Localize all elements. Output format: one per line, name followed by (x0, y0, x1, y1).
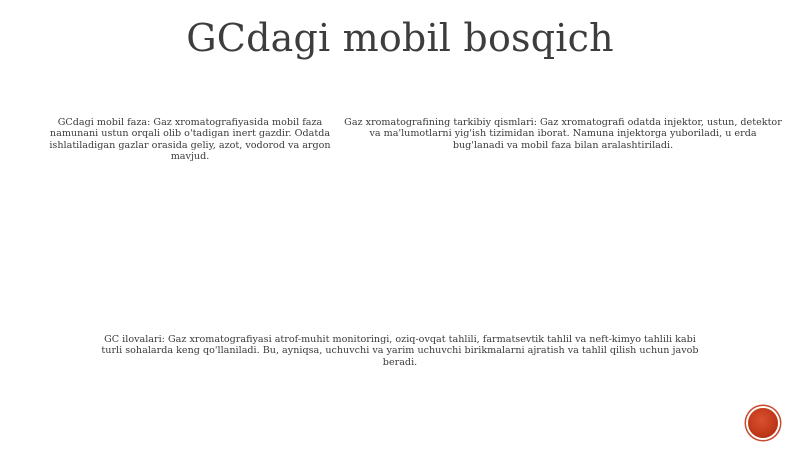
slide-title: GCdagi mobil bosqich (186, 16, 614, 60)
paragraph-gc-applications: GC ilovalari: Gaz xromatografiyasi atrof-muhit monitoringi, oziq-ovqat tahlili, farmatsevtik tahlil va neft-kimyo tahlili kabi turli sohalarda keng qo'llaniladi. Bu, ayniqsa, uchuvchi va yarim uchuvchi birikmalarni ajratish va tahlil qilish uchun javob beradi. (101, 334, 699, 368)
paragraph-gc-components: Gaz xromatografining tarkibiy qismlari: Gaz xromatografi odatda injektor, ustun, detektor va ma'lumotlarni yig'ish tizimidan iborat. Namuna injektorga yuboriladi, u erda bug'lanadi va mobil faza bilan aralashtiriladi. (344, 117, 782, 151)
paragraph-mobile-phase: GCdagi mobil faza: Gaz xromatografiyasida mobil faza namunani ustun orqali olib o'tadigan inert gazdir. Odatda ishlatiladigan gazlar orasida geliy, azot, vodorod va argon mavjud. (49, 117, 331, 162)
next-slide-circle-icon[interactable] (748, 408, 778, 438)
